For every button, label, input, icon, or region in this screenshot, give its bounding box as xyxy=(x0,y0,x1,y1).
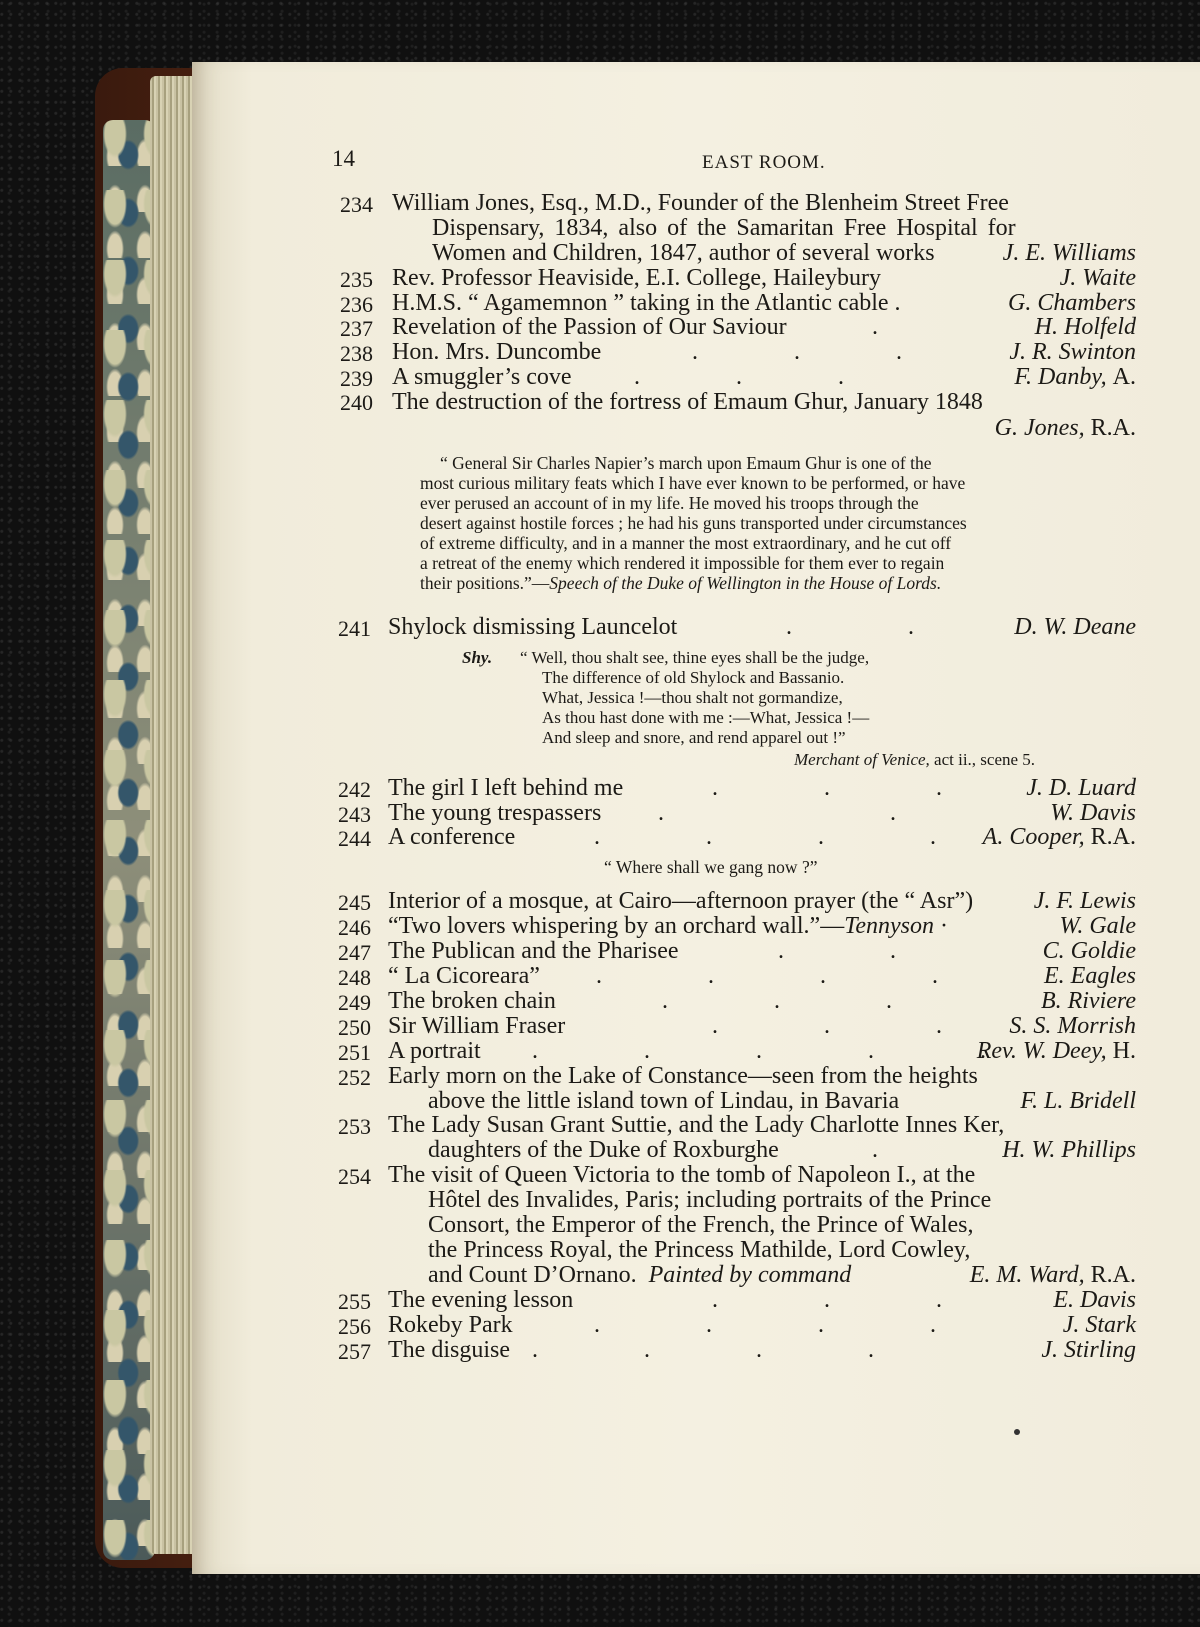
leader-dots: . xyxy=(872,1137,878,1163)
running-head: EAST ROOM. xyxy=(702,152,826,173)
entry-title: Early morn on the Lake of Constance—seen from the heights xyxy=(388,1063,978,1089)
entry-artist: E. M. Ward, R.A. xyxy=(969,1262,1136,1288)
entry-number: 242 xyxy=(338,777,371,802)
entry-title: The broken chain xyxy=(388,988,556,1014)
entry-number: 248 xyxy=(338,965,371,990)
leader-dots: . . . xyxy=(712,1013,942,1039)
entry-artist: G. Chambers xyxy=(1007,290,1136,316)
entry-title: Hôtel des Invalides, Paris; including portraits of the Prince xyxy=(428,1187,992,1213)
entry-number: 237 xyxy=(340,316,373,341)
ink-mark xyxy=(1014,1429,1020,1435)
entry-number: 235 xyxy=(340,267,373,292)
leader-dots: . xyxy=(872,314,878,340)
entry-title: The Lady Susan Grant Suttie, and the Lady Charlotte Innes Ker, xyxy=(388,1112,1005,1138)
leader-dots: . . . . xyxy=(532,1337,874,1363)
entry-title: Revelation of the Passion of Our Saviour xyxy=(392,314,787,340)
entry-number: 256 xyxy=(338,1314,371,1339)
entry-title: A portrait xyxy=(388,1038,481,1064)
marbled-endpaper xyxy=(103,120,155,1560)
quote-line: their positions.”—Speech of the Duke of Wellington in the House of Lords. xyxy=(420,573,942,593)
verse-line: “ Well, thou shalt see, thine eyes shall be the judge, xyxy=(520,648,870,667)
entry-artist: D. W. Deane xyxy=(1014,614,1136,640)
verse-line: The difference of old Shylock and Bassanio. xyxy=(542,668,845,687)
entry-number: 234 xyxy=(340,192,373,217)
entry-artist: J. D. Luard xyxy=(1026,775,1136,801)
entry-artist: Rev. W. Deey, H. xyxy=(976,1038,1136,1064)
entry-number: 243 xyxy=(338,802,371,827)
entry-title: Interior of a mosque, at Cairo—afternoon prayer (the “ Asr”) xyxy=(388,888,974,914)
entry-number: 251 xyxy=(338,1040,371,1065)
entry-title: and Count D’Ornano. Painted by command xyxy=(428,1262,852,1288)
quote-line: “ General Sir Charles Napier’s march upon Emaum Ghur is one of the xyxy=(440,453,932,473)
entry-title: The evening lesson xyxy=(388,1287,574,1313)
entry-artist: C. Goldie xyxy=(1042,938,1136,964)
entry-title: Consort, the Emperor of the French, the Prince of Wales, xyxy=(428,1212,974,1238)
leader-dots: . . . xyxy=(712,775,942,801)
entry-title: A smuggler’s cove xyxy=(392,364,572,390)
entry-number: 250 xyxy=(338,1015,371,1040)
entry-title: The disguise xyxy=(388,1337,510,1363)
verse-line: As thou hast done with me :—What, Jessica !— xyxy=(542,708,870,727)
entry-number: 240 xyxy=(340,390,373,415)
entry-title: Rokeby Park xyxy=(388,1312,513,1338)
entry-artist: J. Waite xyxy=(1059,265,1136,291)
entry-artist: F. L. Bridell xyxy=(1020,1088,1136,1114)
speaker-label: Shy. xyxy=(462,648,493,667)
verse-source: Merchant of Venice, act ii., scene 5. xyxy=(794,750,1036,769)
entry-number: 244 xyxy=(338,826,371,851)
quote-source: Speech of the Duke of Wellington in the House of Lords. xyxy=(549,573,942,593)
entry-title: The Publican and the Pharisee xyxy=(388,938,679,964)
entry-title: The visit of Queen Victoria to the tomb of Napoleon I., at the xyxy=(388,1162,976,1188)
entry-title: The young trespassers xyxy=(388,800,602,826)
entry-number: 241 xyxy=(338,616,371,641)
entry-title: “Two lovers whispering by an orchard wall.”—Tennyson · xyxy=(388,913,948,939)
leader-dots: . . . xyxy=(662,988,892,1014)
entry-artist: W. Gale xyxy=(1059,913,1136,939)
catalogue-page xyxy=(192,62,1200,1574)
entry-title: daughters of the Duke of Roxburghe xyxy=(428,1137,779,1163)
entry-title: the Princess Royal, the Princess Mathilde, Lord Cowley, xyxy=(428,1237,971,1263)
leader-dots: . . . . xyxy=(594,1312,936,1338)
entry-artist: H. W. Phillips xyxy=(1002,1137,1136,1163)
entry-artist: B. Riviere xyxy=(1040,988,1136,1014)
entry-artist: S. S. Morrish xyxy=(1009,1013,1136,1039)
entry-artist: G. Jones, R.A. xyxy=(994,415,1136,441)
entry-artist: E. Eagles xyxy=(1044,963,1136,989)
entry-number: 238 xyxy=(340,341,373,366)
entry-title: Dispensary, 1834, also of the Samaritan Free Hospital for xyxy=(432,215,1016,241)
entry-number: 246 xyxy=(338,915,371,940)
entry-title: The girl I left behind me xyxy=(388,775,624,801)
entry-artist: J. R. Swinton xyxy=(1009,339,1136,365)
entry-artist: A. Cooper, R.A. xyxy=(982,824,1136,850)
page-edges xyxy=(150,76,192,1554)
entry-title: Rev. Professor Heaviside, E.I. College, Haileybury xyxy=(392,265,881,291)
entry-artist: E. Davis xyxy=(1053,1287,1136,1313)
verse-line: And sleep and snore, and rend apparel out !” xyxy=(542,728,846,747)
quote-line: “ Where shall we gang now ?” xyxy=(604,857,818,877)
entry-title: H.M.S. “ Agamemnon ” taking in the Atlantic cable . xyxy=(392,290,901,316)
entry-artist: J. Stirling xyxy=(1041,1337,1136,1363)
entry-title: Women and Children, 1847, author of several works xyxy=(432,240,935,266)
entry-title: William Jones, Esq., M.D., Founder of the Blenheim Street Free xyxy=(392,190,1009,216)
quote-line: desert against hostile forces ; he had his guns transported under circumstances xyxy=(420,513,967,533)
leader-dots: . . . . . xyxy=(532,1038,986,1064)
entry-number: 239 xyxy=(340,366,373,391)
quote-line: of extreme difficulty, and in a manner the most extraordinary, and he cut off xyxy=(420,533,952,553)
leader-dots: . . xyxy=(778,938,896,964)
leader-dots: . . . . xyxy=(594,824,936,850)
entry-number: 236 xyxy=(340,292,373,317)
entry-number: 245 xyxy=(338,890,371,915)
entry-title: A conference xyxy=(388,824,516,850)
entry-title: Sir William Fraser xyxy=(388,1013,566,1039)
entry-number: 255 xyxy=(338,1289,371,1314)
leader-dots: . . . . xyxy=(596,963,938,989)
quote-line: a retreat of the enemy which rendered it impossible for them ever to regain xyxy=(420,553,945,573)
leader-dots: . . xyxy=(786,614,914,640)
leader-dots: . . xyxy=(658,800,896,826)
entry-number: 257 xyxy=(338,1339,371,1364)
leader-dots: . . . xyxy=(634,364,844,390)
quote-line: most curious military feats which I have ever known to be performed, or have xyxy=(420,473,966,493)
entry-title: above the little island town of Lindau, in Bavaria xyxy=(428,1088,900,1114)
entry-title: Shylock dismissing Launcelot xyxy=(388,614,678,640)
leader-dots: . . . xyxy=(692,339,902,365)
verse-line: What, Jessica !—thou shalt not gormandize, xyxy=(542,688,843,707)
page-header xyxy=(192,146,1200,186)
entry-artist: J. F. Lewis xyxy=(1033,888,1136,914)
entry-artist: J. E. Williams xyxy=(1002,240,1136,266)
entry-title: “ La Cicoreara” xyxy=(388,963,540,989)
leader-dots: . . . xyxy=(712,1287,942,1313)
entry-number: 254 xyxy=(338,1164,371,1189)
quote-line: ever perused an account of in my life. He moved his troops through the xyxy=(420,493,919,513)
entry-artist: W. Davis xyxy=(1050,800,1136,826)
entry-number: 249 xyxy=(338,990,371,1015)
entry-number: 252 xyxy=(338,1065,371,1090)
entry-artist: F. Danby, A. xyxy=(1014,364,1136,390)
entry-artist: H. Holfeld xyxy=(1034,314,1136,340)
entry-title: Hon. Mrs. Duncombe xyxy=(392,339,602,365)
entry-number: 247 xyxy=(338,940,371,965)
entry-artist: J. Stark xyxy=(1062,1312,1136,1338)
entry-number: 253 xyxy=(338,1114,371,1139)
page-number: 14 xyxy=(332,146,355,171)
entry-title: The destruction of the fortress of Emaum Ghur, January 1848 xyxy=(392,389,983,415)
